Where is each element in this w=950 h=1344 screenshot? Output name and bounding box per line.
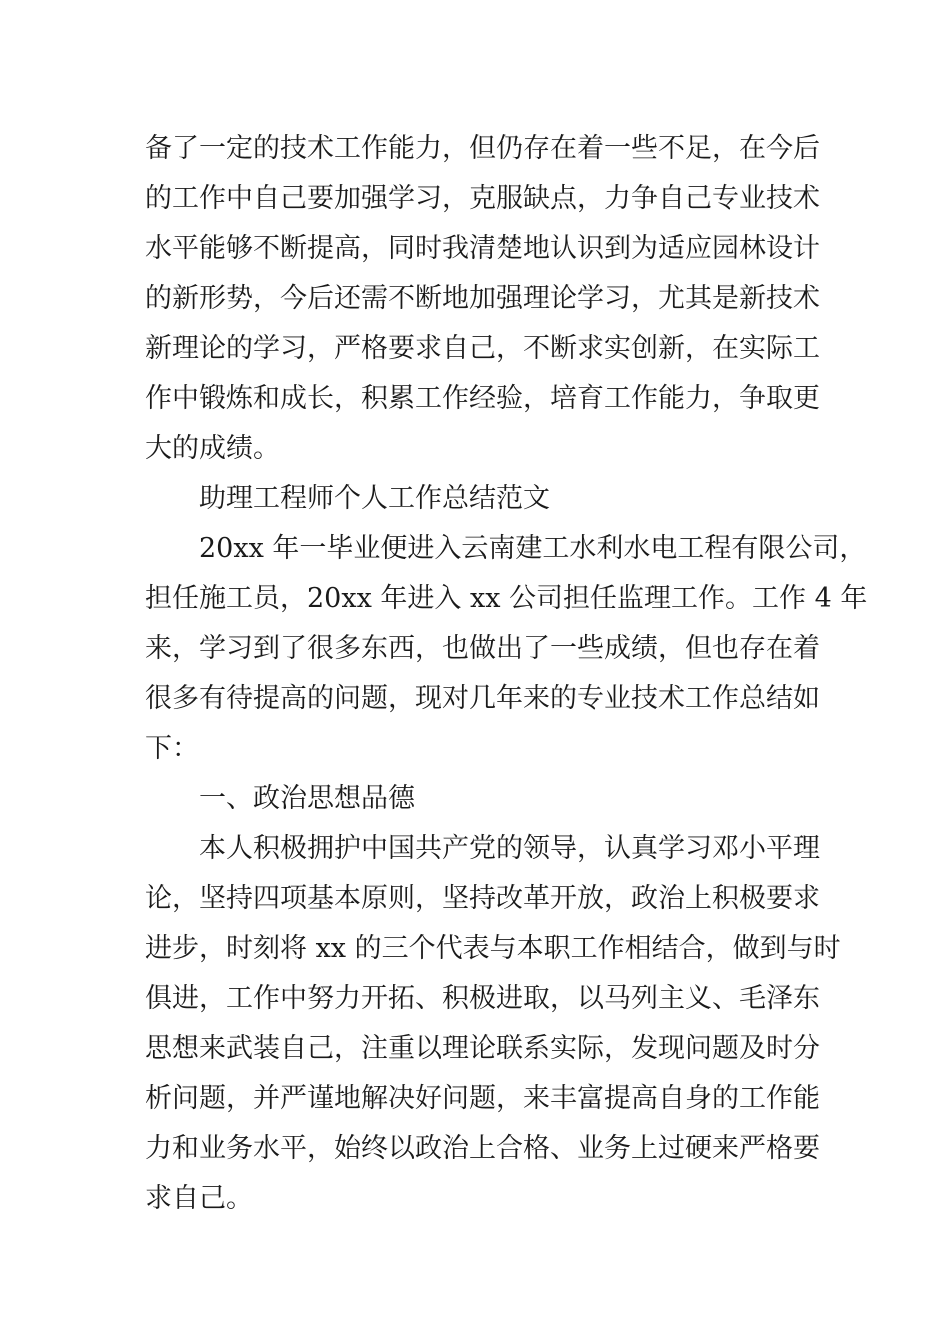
section-title: 助理工程师个人工作总结范文	[199, 483, 550, 514]
text-line: 思想来武装自己，注重以理论联系实际，发现问题及时分	[145, 1033, 820, 1064]
text-line: 论，坚持四项基本原则，坚持改革开放，政治上积极要求	[145, 883, 820, 914]
text-line: 本人积极拥护中国共产党的领导，认真学习邓小平理	[199, 833, 820, 864]
text-line: 求自己。	[145, 1183, 253, 1214]
text-line: 作中锻炼和成长，积累工作经验，培育工作能力，争取更	[145, 383, 820, 414]
text-line: 水平能够不断提高，同时我清楚地认识到为适应园林设计	[145, 233, 820, 264]
text-line: 析问题，并严谨地解决好问题，来丰富提高自身的工作能	[145, 1083, 820, 1114]
text-line: 备了一定的技术工作能力，但仍存在着一些不足，在今后	[145, 133, 820, 164]
text-line: 下：	[145, 733, 199, 764]
text-line: 力和业务水平，始终以政治上合格、业务上过硬来严格要	[145, 1133, 820, 1164]
text-line: 20xx 年一毕业便进入云南建工水利水电工程有限公司，	[199, 533, 867, 564]
text-line: 的新形势，今后还需不断地加强理论学习，尤其是新技术	[145, 283, 820, 314]
text-line: 新理论的学习，严格要求自己，不断求实创新，在实际工	[145, 333, 820, 364]
section-heading: 一、政治思想品德	[199, 783, 415, 814]
text-line: 很多有待提高的问题，现对几年来的专业技术工作总结如	[145, 683, 820, 714]
text-line: 进步，时刻将 xx 的三个代表与本职工作相结合，做到与时	[145, 933, 841, 964]
document-body	[145, 124, 868, 1224]
text-line: 大的成绩。	[145, 433, 280, 464]
text-line: 来，学习到了很多东西，也做出了一些成绩，但也存在着	[145, 633, 820, 664]
text-line: 俱进，工作中努力开拓、积极进取，以马列主义、毛泽东	[145, 983, 820, 1014]
text-line: 担任施工员，20xx 年进入 xx 公司担任监理工作。工作 4 年	[145, 583, 868, 614]
text-line: 的工作中自己要加强学习，克服缺点，力争自己专业技术	[145, 183, 820, 214]
